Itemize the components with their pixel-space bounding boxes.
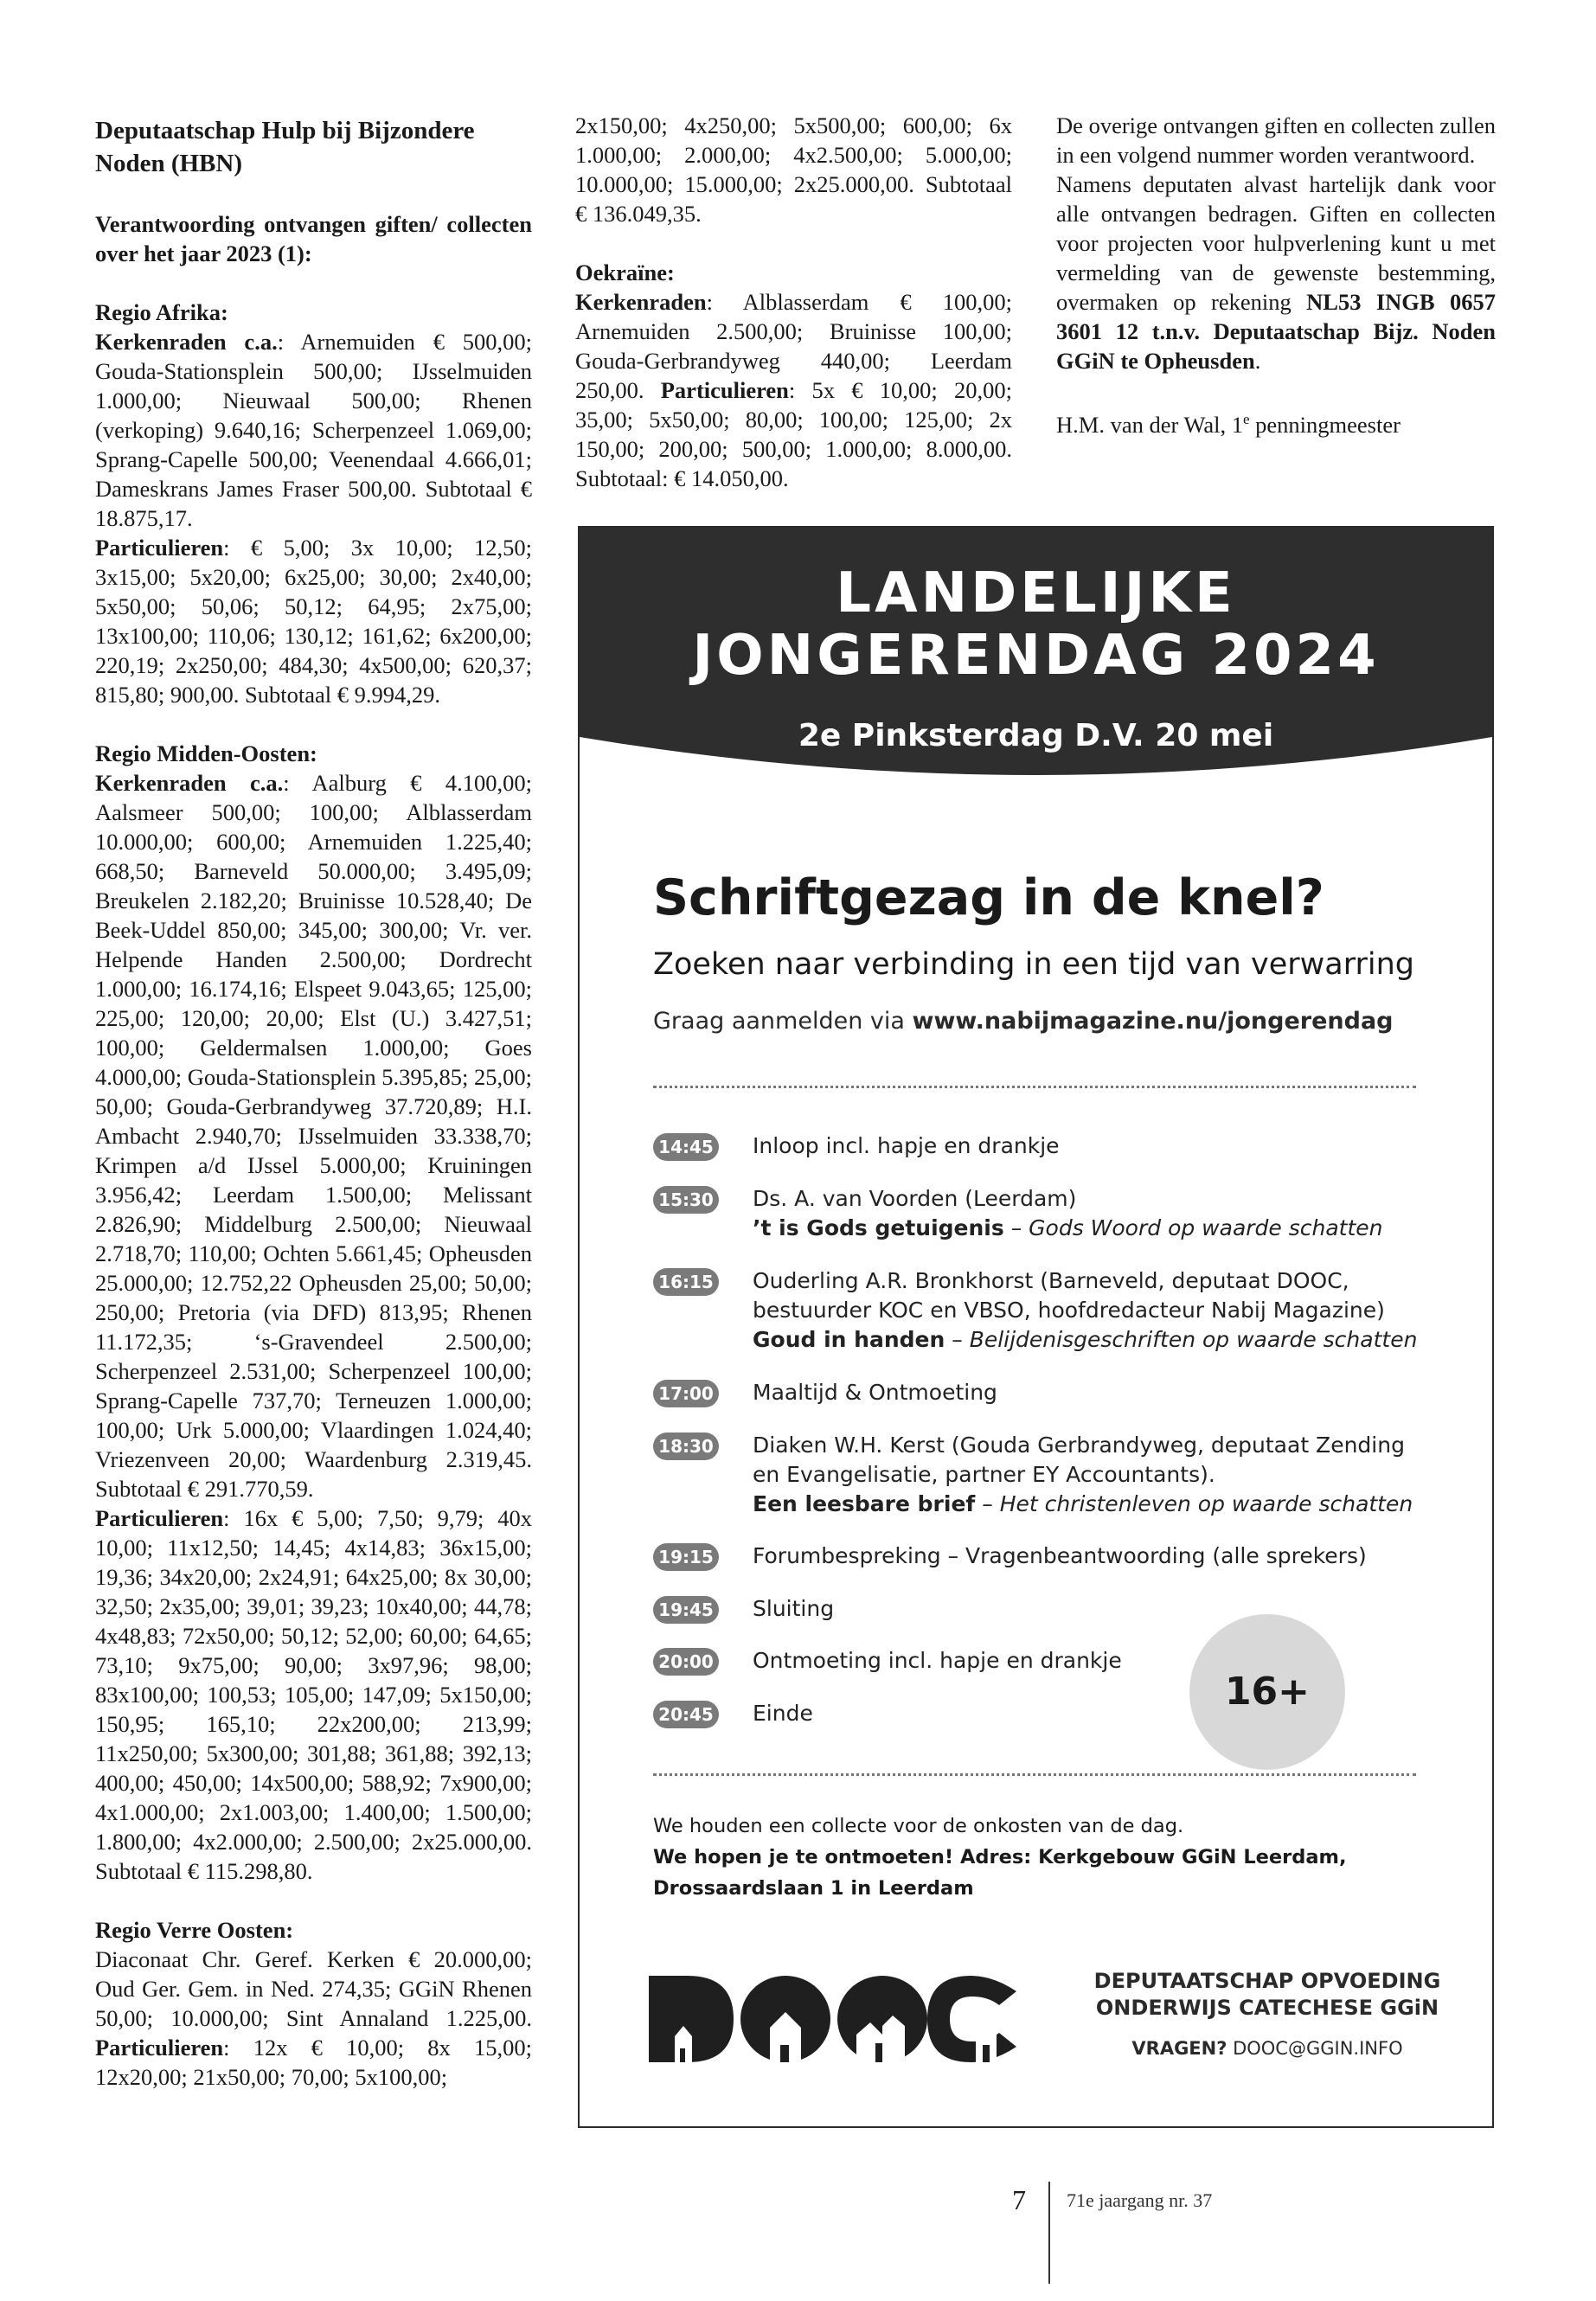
time-pill: 18:30 bbox=[653, 1433, 719, 1460]
contact-label: VRAGEN? bbox=[1131, 2038, 1227, 2059]
schedule-line: Ontmoeting incl. hapje en drankje bbox=[753, 1648, 1122, 1673]
schedule-desc bbox=[753, 1594, 1436, 1624]
schedule-line: Sluiting bbox=[753, 1596, 835, 1621]
midden-oosten-particulieren bbox=[95, 1503, 532, 1886]
session-title-bold: ’t is Gods getuigenis bbox=[753, 1215, 1004, 1240]
afrika-particulieren-label: Particulieren bbox=[95, 535, 224, 561]
oekraine-particulieren-text: : 5x € 10,00; 20,00; 35,00; 5x50,00; 80,00; 100,00; 125,00; 2x 150,00; 200,00; 500,00; 1.000,00; 8.000,00. Subtotaal: € 14.050,00. bbox=[575, 377, 1012, 491]
session-sep: – bbox=[975, 1491, 1000, 1516]
section-title: Verantwoording ontvangen giften/ collecten over het jaar 2023 (1): bbox=[95, 211, 532, 266]
footer-divider bbox=[1048, 2182, 1050, 2284]
schedule-line: Einde bbox=[753, 1701, 813, 1726]
address-line1: We hopen je te ontmoeten! Adres: Kerkgebouw GGiN Leerdam, bbox=[653, 1846, 1347, 1868]
schedule-desc bbox=[753, 1541, 1436, 1571]
signature bbox=[1056, 405, 1496, 439]
verre-oosten-heading: Regio Verre Oosten: bbox=[95, 1917, 294, 1943]
left-column bbox=[95, 114, 532, 2092]
oekraine-kerkenraden-text: : Alblasserdam € 100,00; Arnemuiden 2.500,00; Bruinisse 100,00; Gouda-Gerbrandyweg 440,00; Leerdam 250,00. bbox=[575, 289, 1012, 403]
time-pill: 17:00 bbox=[653, 1380, 719, 1407]
schedule-line: Inloop incl. hapje en drankje bbox=[753, 1133, 1060, 1158]
midden-oosten-heading: Regio Midden-Oosten: bbox=[95, 740, 317, 766]
schedule-line: Maaltijd & Ontmoeting bbox=[753, 1380, 997, 1405]
session-subtitle: Het christenleven op waarde schatten bbox=[999, 1491, 1413, 1516]
thanks-end: . bbox=[1254, 348, 1261, 374]
schedule-desc bbox=[753, 1131, 1436, 1161]
age-badge: 16+ bbox=[1189, 1614, 1345, 1770]
session-title bbox=[753, 1325, 1436, 1355]
ad-subheadline: Zoeken naar verbinding in een tijd van verwarring bbox=[653, 947, 1414, 982]
signature-name: H.M. van der Wal, 1 bbox=[1056, 411, 1243, 438]
right-column bbox=[1056, 111, 1496, 439]
midden-oosten-kerkenraden bbox=[95, 768, 532, 1503]
oekraine-text bbox=[575, 287, 1012, 493]
jongerendag-advertisement bbox=[578, 526, 1494, 2128]
dooc-logo bbox=[649, 1965, 1021, 2069]
afrika-heading: Regio Afrika: bbox=[95, 299, 228, 325]
ad-header bbox=[580, 528, 1492, 787]
page-number: 7 bbox=[1012, 2184, 1026, 2215]
ad-register bbox=[653, 1008, 1394, 1035]
oekraine-heading: Oekraïne: bbox=[575, 260, 675, 285]
time-pill: 19:15 bbox=[653, 1543, 719, 1571]
oekraine-kerkenraden-label: Kerkenraden bbox=[575, 289, 707, 315]
session-sep: – bbox=[945, 1327, 970, 1352]
ad-title-line1: LANDELIJKE bbox=[836, 561, 1236, 625]
org-title: Deputaatschap Hulp bij Bijzondere Noden (HBN) bbox=[95, 117, 475, 177]
register-link[interactable]: www.nabijmagazine.nu/jongerendag bbox=[912, 1008, 1394, 1035]
schedule-line: Diaken W.H. Kerst (Gouda Gerbrandyweg, deputaat Zending bbox=[753, 1433, 1405, 1458]
schedule-line: Ds. A. van Voorden (Leerdam) bbox=[753, 1186, 1077, 1211]
dooc-name-line2: ONDERWIJS CATECHESE GGiN bbox=[1095, 1996, 1439, 2020]
volume-info: 71e jaargang nr. 37 bbox=[1067, 2189, 1213, 2211]
thanks-paragraph bbox=[1056, 170, 1496, 375]
continuation-text: 2x150,00; 4x250,00; 5x500,00; 600,00; 6x 1.000,00; 2.000,00; 4x2.500,00; 5.000,00; 10.000,00; 15.000,00; 2x25.000,00. Subtotaal € 136.049,35. bbox=[575, 112, 1012, 227]
session-subtitle: Gods Woord op waarde schatten bbox=[1029, 1215, 1383, 1240]
middle-column bbox=[575, 111, 1012, 493]
midden-oosten-kerkenraden-label: Kerkenraden c.a. bbox=[95, 770, 284, 796]
session-title-bold: Een leesbare brief bbox=[753, 1491, 976, 1516]
schedule-line: Forumbespreking – Vragenbeantwoording (alle sprekers) bbox=[753, 1543, 1367, 1568]
dooc-contact bbox=[1077, 2038, 1458, 2059]
time-pill: 20:45 bbox=[653, 1701, 719, 1728]
verre-oosten-text-a: Diaconaat Chr. Geref. Kerken € 20.000,00; Oud Ger. Gem. in Ned. 274,35; GGiN Rhenen 50,00; 10.000,00; Sint Annaland 1.225,00. bbox=[95, 1946, 532, 2031]
time-pill: 20:00 bbox=[653, 1648, 719, 1676]
ad-headline: Schriftgezag in de knel? bbox=[653, 869, 1324, 926]
thanks-text: Namens deputaten alvast hartelijk dank voor alle ontvangen bedragen. Giften en collecten voor projecten voor hulpverlening kunt u met vermelding van de gewenste bestemming, overmaken op rekening bbox=[1056, 171, 1496, 315]
afrika-particulieren-text: : € 5,00; 3x 10,00; 12,50; 3x15,00; 5x20,00; 6x25,00; 30,00; 2x40,00; 5x50,00; 50,06; 50,12; 64,95; 2x75,00; 13x100,00; 110,06; 130,12; 161,62; 6x200,00; 220,19; 2x250,00; 484,30; 4x500,00; 620,37; 815,80; 900,00. Subtotaal € 9.994,29. bbox=[95, 535, 532, 708]
time-pill: 19:45 bbox=[653, 1596, 719, 1624]
dooc-name bbox=[1077, 1968, 1458, 2022]
time-pill: 16:15 bbox=[653, 1268, 719, 1296]
signature-role: penningmeester bbox=[1249, 411, 1401, 438]
schedule-line: bestuurder KOC en VBSO, hoofdredacteur Nabij Magazine) bbox=[753, 1298, 1385, 1323]
dotted-divider-bottom bbox=[653, 1773, 1416, 1776]
time-pill: 14:45 bbox=[653, 1133, 719, 1161]
dotted-divider-top bbox=[653, 1086, 1416, 1088]
schedule-desc bbox=[753, 1266, 1436, 1355]
session-subtitle: Belijdenisgeschriften op waarde schatten bbox=[969, 1327, 1418, 1352]
dooc-name-line1: DEPUTAATSCHAP OPVOEDING bbox=[1093, 1969, 1441, 1993]
time-pill: 15:30 bbox=[653, 1186, 719, 1214]
session-title bbox=[753, 1214, 1436, 1243]
verre-oosten-text bbox=[95, 1945, 532, 2092]
schedule-desc bbox=[753, 1431, 1436, 1519]
midden-oosten-particulieren-text: : 16x € 5,00; 7,50; 9,79; 40x 10,00; 11x12,50; 14,45; 4x14,83; 36x15,00; 19,36; 34x20,00; 2x24,91; 64x25,00; 8x 30,00; 32,50; 2x35,00; 39,01; 39,23; 10x40,00; 44,78; 4x48,83; 72x50,00; 50,12; 52,00; 60,00; 64,65; 73,10; 9x75,00; 90,00; 3x97,96; 98,00; 83x100,00; 100,53; 105,00; 147,09; 5x150,00; 150,95; 165,10; 22x200,00; 213,99; 11x250,00; 5x300,00; 301,88; 361,88; 392,13; 400,00; 450,00; 14x500,00; 588,92; 7x900,00; 4x1.000,00; 2x1.003,00; 1.400,00; 1.500,00; 1.800,00; 4x2.000,00; 2.500,00; 2x25.000,00. Subtotaal € 115.298,80. bbox=[95, 1505, 532, 1884]
collection-note: We houden een collecte voor de onkosten van de dag. bbox=[653, 1815, 1184, 1837]
schedule-desc bbox=[753, 1184, 1436, 1243]
midden-oosten-particulieren-label: Particulieren bbox=[95, 1505, 224, 1531]
address-line2: Drossaardslaan 1 in Leerdam bbox=[653, 1877, 974, 1900]
afrika-kerkenraden-label: Kerkenraden c.a. bbox=[95, 329, 278, 355]
schedule-line: Ouderling A.R. Bronkhorst (Barneveld, deputaat DOOC, bbox=[753, 1268, 1349, 1293]
remaining-gifts-note: De overige ontvangen giften en collecten zullen in een volgend nummer worden verantwoord. bbox=[1056, 112, 1496, 168]
register-prefix: Graag aanmelden via bbox=[653, 1008, 913, 1035]
ad-subtitle: 2e Pinksterdag D.V. 20 mei bbox=[798, 718, 1274, 753]
verre-oosten-text-b: : 12x € 10,00; 8x 15,00; 12x20,00; 21x50,00; 70,00; 5x100,00; bbox=[95, 2035, 532, 2090]
ad-footer bbox=[653, 1811, 1432, 1904]
ad-title-line2: JONGERENDAG 2024 bbox=[692, 624, 1380, 688]
verre-oosten-particulieren-label: Particulieren bbox=[95, 2035, 224, 2061]
contact-email[interactable]: DOOC@GGIN.INFO bbox=[1227, 2038, 1403, 2059]
oekraine-particulieren-label: Particulieren bbox=[660, 377, 789, 403]
session-sep: – bbox=[1003, 1215, 1029, 1240]
signature-sup: e bbox=[1242, 411, 1250, 427]
afrika-particulieren bbox=[95, 533, 532, 709]
session-title-bold: Goud in handen bbox=[753, 1327, 945, 1352]
midden-oosten-kerkenraden-text: : Aalburg € 4.100,00; Aalsmeer 500,00; 100,00; Alblasserdam 10.000,00; 600,00; Arnemuiden 1.225,40; 668,50; Barneveld 50.000,00; 3.495,09; Breukelen 2.182,20; Bruinisse 10.528,40; De Beek-Uddel 850,00; 345,00; 300,00; Vr. ver. Helpende Handen 2.500,00; Dordrecht 1.000,00; 16.174,16; Elspeet 9.043,65; 125,00; 225,00; 120,00; 20,00; Elst (U.) 3.427,51; 100,00; Geldermalsen 1.000,00; Goes 4.000,00; Gouda-Stationsplein 5.395,85; 25,00; 50,00; Gouda-Gerbrandyweg 37.720,89; H.I. Ambacht 2.940,70; IJsselmuiden 33.338,70; Krimpen a/d IJssel 5.000,00; Kruiningen 3.956,42; Leerdam 1.500,00; Melissant 2.826,90; Middelburg 2.500,00; Nieuwaal 2.718,70; 110,00; Ochten 5.661,45; Opheusden 25.000,00; 12.752,22 Opheusden 25,00; 50,00; 250,00; Pretoria (via DFD) 813,95; Rhenen 11.172,35; ‘s-Gravendeel 2.500,00; Scherpenzeel 2.531,00; Scherpenzeel 100,00; Sprang-Capelle 737,70; Terneuzen 1.000,00; 100,00; Urk 5.000,00; Vlaardingen 1.024,40; Vriezenveen 20,00; Waardenburg 2.319,45. Subtotaal € 291.770,59. bbox=[95, 770, 532, 1502]
afrika-kerkenraden bbox=[95, 327, 532, 533]
schedule-desc bbox=[753, 1378, 1436, 1407]
bank-account: NL53 INGB 0657 3601 12 t.n.v. Deputaatschap Bijz. Noden GGiN te Opheusden bbox=[1056, 289, 1496, 374]
afrika-kerkenraden-text: : Arnemuiden € 500,00; Gouda-Stationsplein 500,00; IJsselmuiden 1.000,00; Nieuwaal 500,00; Rhenen (verkoping) 9.640,16; Scherpenzeel 1.069,00; Sprang-Capelle 500,00; Veenendaal 4.666,01; Dameskrans James Fraser 500,00. Subtotaal € 18.875,17. bbox=[95, 329, 532, 531]
schedule-line: en Evangelisatie, partner EY Accountants). bbox=[753, 1462, 1215, 1487]
session-title bbox=[753, 1490, 1436, 1519]
